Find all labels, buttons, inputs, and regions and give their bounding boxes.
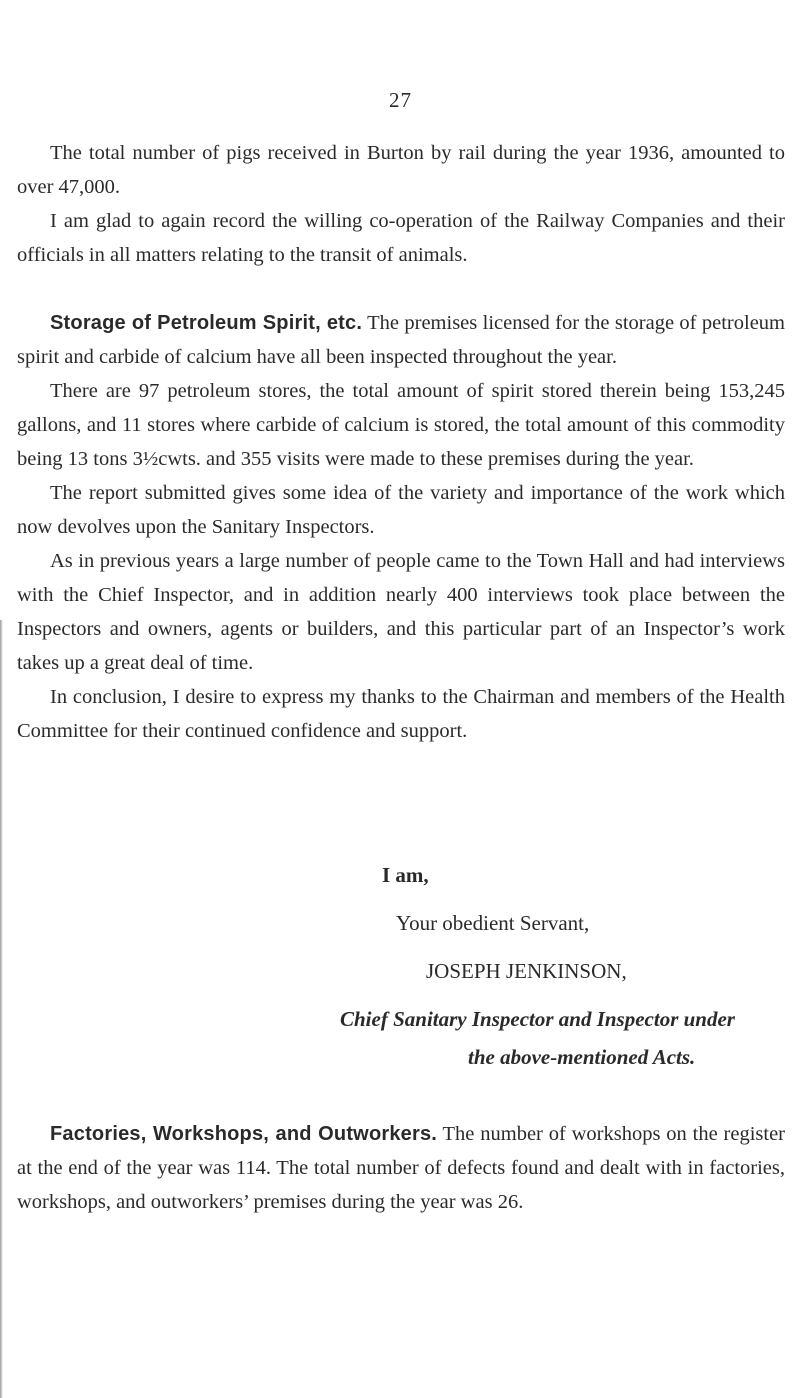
storage-text: The premises licensed for the storage of petroleum spirit and carbide of calcium have all been inspected throughout the year. [17,312,785,368]
signature-closing: I am, [382,863,429,887]
storage-heading: Storage of Petroleum Spirit, etc. [50,312,363,334]
body-text-top [17,136,785,272]
signature-name: JOSEPH JENKINSON, [426,959,627,983]
paragraph-pigs: The total number of pigs received in Burton by rail during the year 1936, amounted to over 47,000. [17,142,785,198]
paragraph-report: The report submitted gives some idea of the variety and importance of the work which now devolves upon the Sanitary Inspectors. [17,482,785,538]
paragraph-conclusion: In conclusion, I desire to express my thanks to the Chairman and members of the Health Committee for their continued confidence and support. [17,686,785,742]
paragraph-railway: I am glad to again record the willing co-operation of the Railway Companies and their officials in all matters relating to the transit of animals. [17,210,785,266]
page-edge-shadow [0,620,3,1398]
storage-paragraph [17,306,785,374]
signature-salutation: Your obedient Servant, [396,911,590,935]
factories-paragraph [17,1117,785,1219]
page-number: 27 [389,88,412,112]
signature-title-line2: the above-mentioned Acts. [468,1045,696,1069]
storage-section [17,306,785,748]
factories-section [17,1117,785,1219]
factories-heading: Factories, Workshops, and Outworkers. [50,1123,438,1145]
paragraph-interviews: As in previous years a large number of people came to the Town Hall and had interviews with the Chief Inspector, and in addition nearly 400 interviews took place between the Inspectors and owners, agents or builders, and this particular part of an Inspector’s work takes up a great deal of time. [17,550,785,674]
factories-text: The number of workshops on the register at the end of the year was 114. The total number of defects found and dealt with in factories, workshops, and outworkers’ premises during the year was 26. [17,1123,785,1213]
paragraph-petroleum-stores: There are 97 petroleum stores, the total amount of spirit stored therein being 153,245 gallons, and 11 stores where carbide of calcium is stored, the total amount of this commodity being 13 tons 3½cwts. and 355 visits were made to these premises during the year. [17,380,785,470]
signature-title-line1: Chief Sanitary Inspector and Inspector under [340,1007,735,1031]
